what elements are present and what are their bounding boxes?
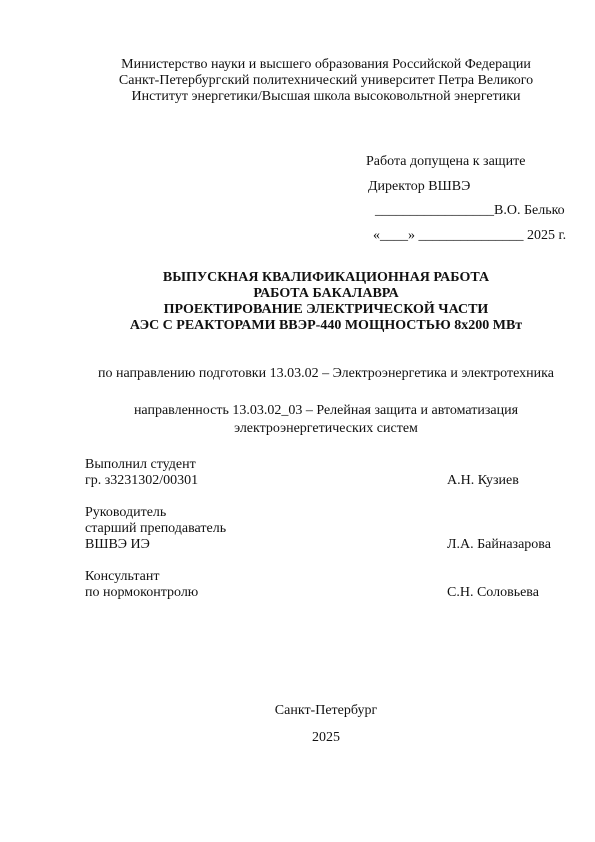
focus-line-1: направленность 13.03.02_03 – Релейная защита и автоматизация <box>133 403 519 418</box>
university-name: Санкт-Петербургский политехнический университет Петра Великого <box>118 73 534 88</box>
title-line-3: ПРОЕКТИРОВАНИЕ ЭЛЕКТРИЧЕСКОЙ ЧАСТИ <box>163 302 489 317</box>
focus-line-2: электроэнергетических систем <box>234 421 418 436</box>
city: Санкт-Петербург <box>274 703 378 718</box>
student-block <box>85 457 519 489</box>
institute-name: Институт энергетики/Высшая школа высоковольтной энергетики <box>131 89 521 104</box>
title-line-1: ВЫПУСКНАЯ КВАЛИФИКАЦИОННАЯ РАБОТА <box>162 270 490 285</box>
supervisor-department: ВШВЭ ИЭ <box>85 537 150 552</box>
approval-date-line: «____» _______________ 2025 г. <box>373 228 567 243</box>
consultant-role: Консультант <box>85 569 160 584</box>
year: 2025 <box>312 730 340 745</box>
title-line-4: АЭС С РЕАКТОРАМИ ВВЭР-440 МОЩНОСТЬЮ 8х200 МВт <box>129 318 523 333</box>
consultant-name: С.Н. Соловьева <box>447 585 539 600</box>
consultant-block <box>85 569 539 601</box>
supervisor-position: старший преподаватель <box>85 521 227 536</box>
study-direction: по направлению подготовки 13.03.02 – Электроэнергетика и электротехника <box>98 366 554 381</box>
supervisor-name: Л.А. Байназарова <box>447 537 551 552</box>
supervisor-block <box>85 505 551 553</box>
student-name: А.Н. Кузиев <box>447 473 519 488</box>
approval-director: Директор ВШВЭ <box>368 179 471 194</box>
student-group: гр. з3231302/00301 <box>85 473 199 488</box>
ministry-name: Министерство науки и высшего образования Российской Федерации <box>121 57 531 72</box>
approval-admitted: Работа допущена к защите <box>366 154 526 169</box>
approval-signature-line: _________________В.О. Белько <box>375 203 565 218</box>
title-line-2: РАБОТА БАКАЛАВРА <box>253 286 399 301</box>
thesis-title <box>0 270 595 334</box>
consultant-area: по нормоконтролю <box>85 585 199 600</box>
study-focus <box>0 402 595 438</box>
organization-header <box>0 57 595 105</box>
supervisor-role: Руководитель <box>85 505 167 520</box>
student-role: Выполнил студент <box>85 457 196 472</box>
